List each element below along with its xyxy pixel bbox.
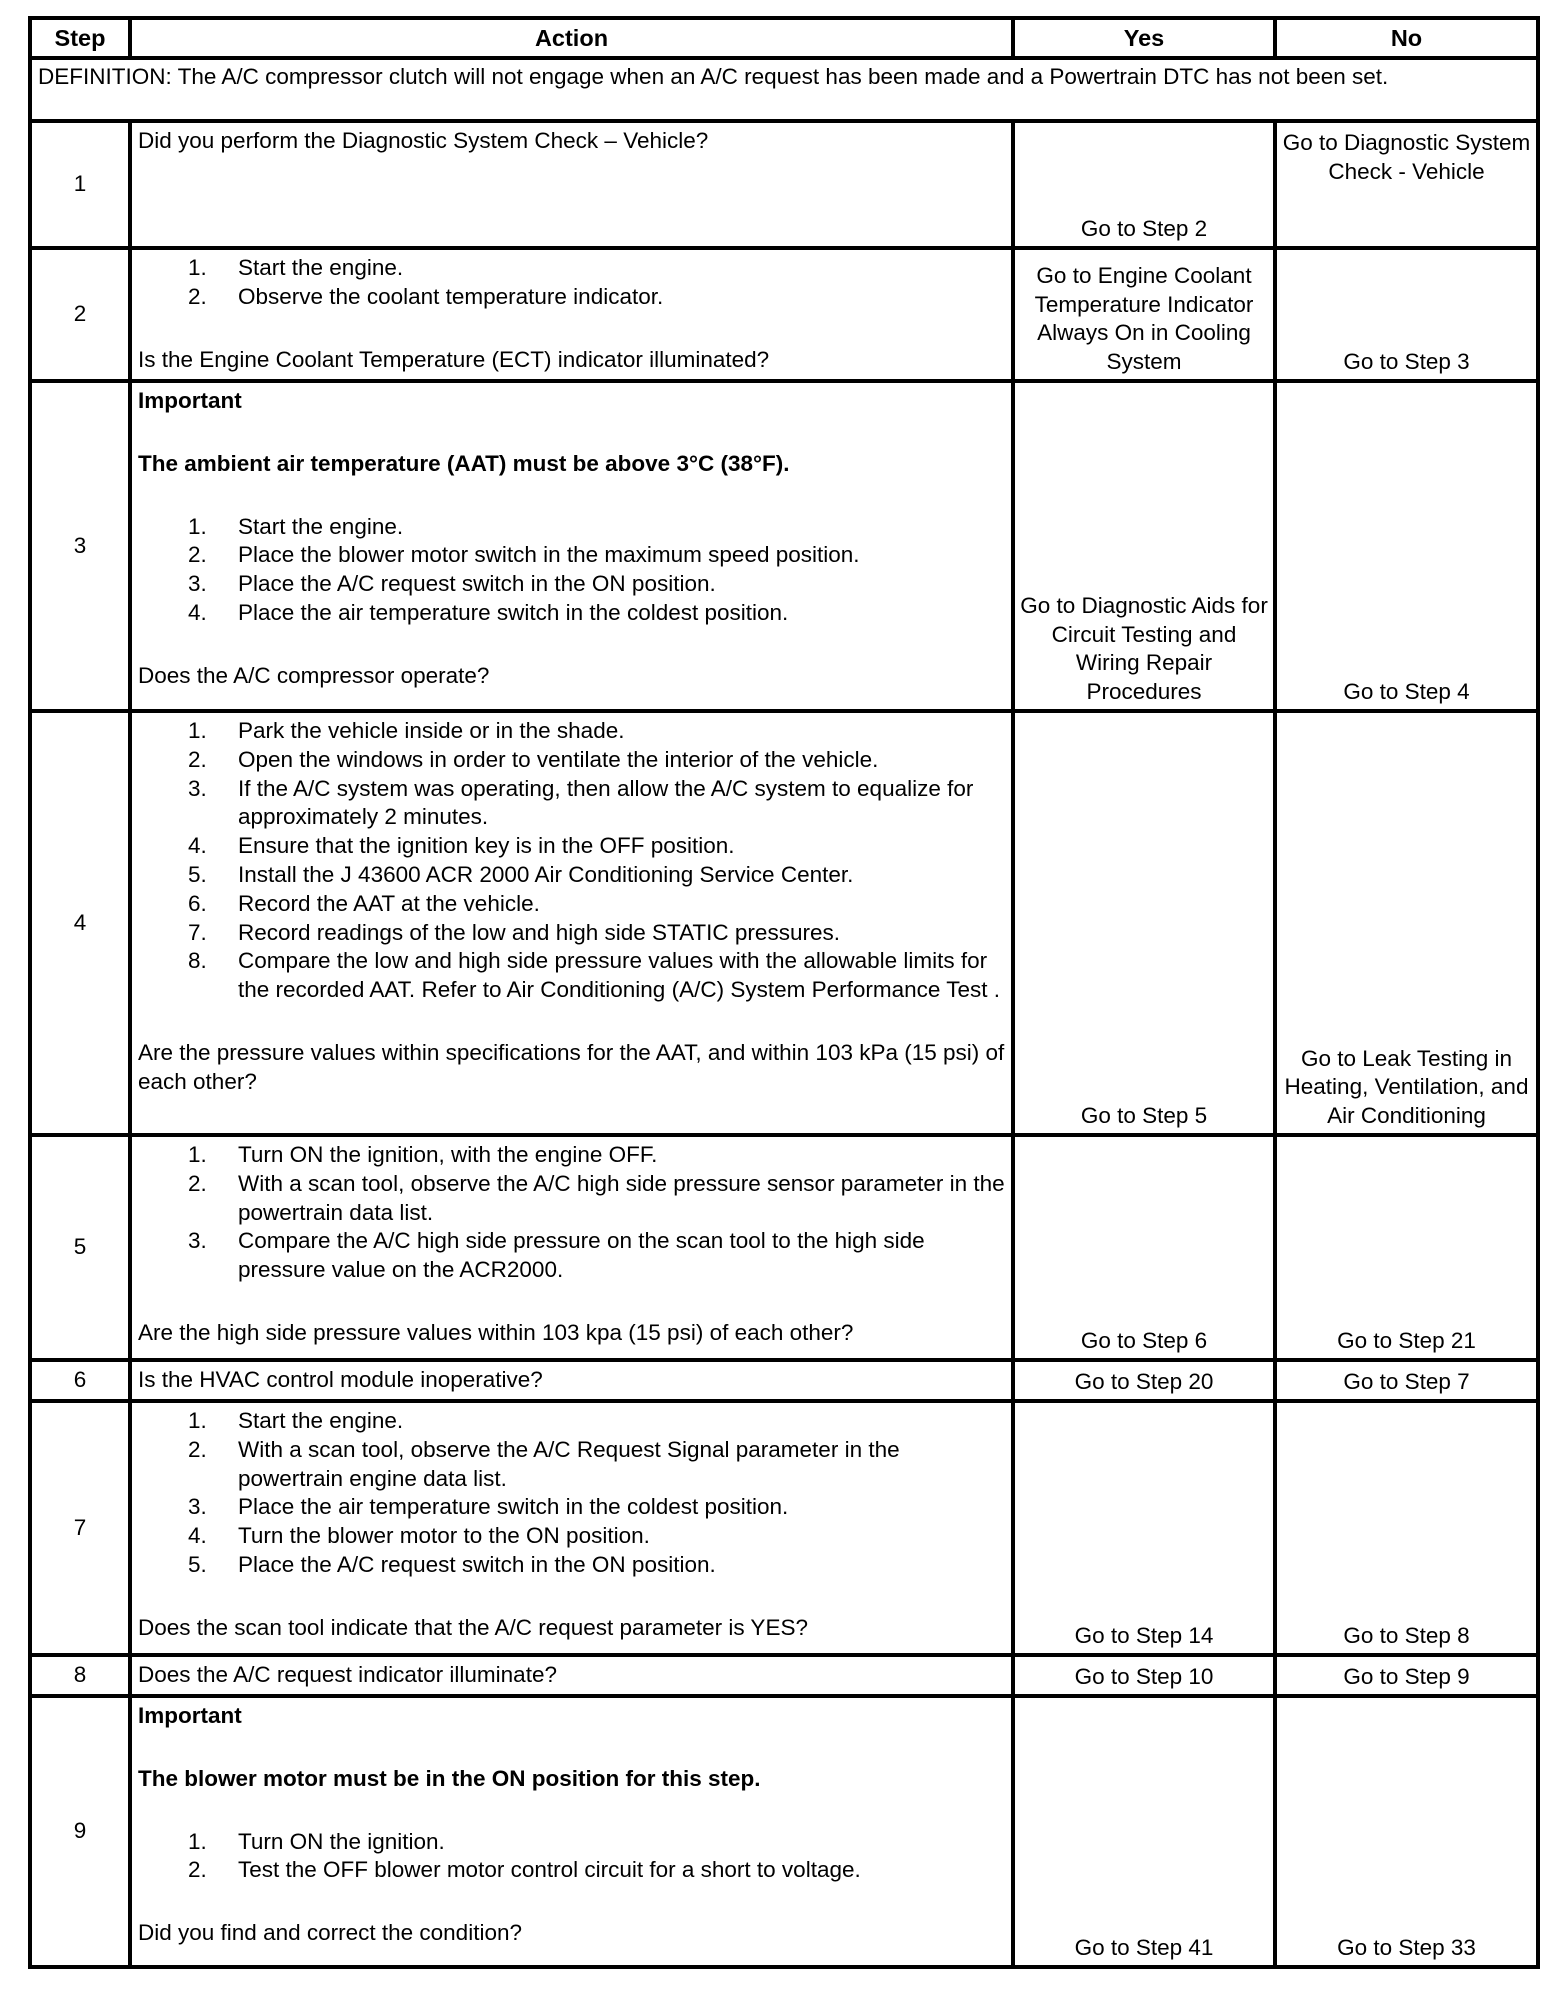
definition-text: DEFINITION: The A/C compressor clutch will not engage when an A/C request has been made and a Powertrain DTC has not been set. bbox=[30, 58, 1538, 121]
yes-cell: Go to Step 6 bbox=[1013, 1135, 1275, 1360]
no-cell: Go to Step 33 bbox=[1275, 1696, 1538, 1967]
step-number: 3 bbox=[30, 381, 130, 711]
action-cell bbox=[130, 248, 1013, 381]
action-list bbox=[138, 1828, 1005, 1886]
yes-cell: Go to Engine Coolant Temperature Indicator Always On in Cooling System bbox=[1013, 248, 1275, 381]
no-cell: Go to Step 3 bbox=[1275, 248, 1538, 381]
action-list bbox=[138, 254, 1005, 312]
no-cell: Go to Step 21 bbox=[1275, 1135, 1538, 1360]
action-cell bbox=[130, 1655, 1013, 1696]
list-item: 2. With a scan tool, observe the A/C high side pressure sensor parameter in the powertrain data list. bbox=[188, 1170, 1005, 1225]
diagnostic-table bbox=[28, 16, 1540, 1969]
list-item: 1. Start the engine. bbox=[188, 1408, 404, 1433]
step-number: 5 bbox=[30, 1135, 130, 1360]
yes-cell: Go to Step 5 bbox=[1013, 711, 1275, 1135]
table-row bbox=[30, 1360, 1538, 1401]
no-cell: Go to Step 8 bbox=[1275, 1401, 1538, 1655]
header-action: Action bbox=[130, 18, 1013, 58]
yes-cell: Go to Step 14 bbox=[1013, 1401, 1275, 1655]
action-list bbox=[138, 717, 1005, 1005]
list-item: 4. Place the air temperature switch in the coldest position. bbox=[188, 599, 789, 625]
list-item: 4. Ensure that the ignition key is in the OFF position. bbox=[188, 833, 735, 859]
question-text: Did you perform the Diagnostic System Check – Vehicle? bbox=[138, 128, 709, 153]
action-cell bbox=[130, 1360, 1013, 1401]
no-cell: Go to Step 9 bbox=[1275, 1655, 1538, 1696]
table-row bbox=[30, 248, 1538, 381]
header-no: No bbox=[1275, 18, 1538, 58]
definition-row bbox=[30, 58, 1538, 121]
step-number: 8 bbox=[30, 1655, 130, 1696]
list-item: 2. Observe the coolant temperature indicator. bbox=[188, 283, 664, 309]
action-cell bbox=[130, 711, 1013, 1135]
list-item: 6. Record the AAT at the vehicle. bbox=[188, 890, 540, 916]
yes-cell: Go to Step 20 bbox=[1013, 1360, 1275, 1401]
action-list bbox=[138, 513, 1005, 628]
no-cell: Go to Leak Testing in Heating, Ventilation, and Air Conditioning bbox=[1275, 711, 1538, 1135]
table-row bbox=[30, 381, 1538, 711]
list-item: 3. If the A/C system was operating, then allow the A/C system to equalize for approximately 2 minutes. bbox=[188, 775, 974, 830]
question-text: Did you find and correct the condition? bbox=[138, 1920, 522, 1946]
action-list bbox=[138, 1407, 1005, 1580]
list-item: 5. Place the A/C request switch in the ON position. bbox=[188, 1551, 716, 1577]
question-text: Is the Engine Coolant Temperature (ECT) indicator illuminated? bbox=[138, 346, 770, 372]
important-heading: Important bbox=[138, 1703, 242, 1728]
list-item: 3. Compare the A/C high side pressure on the scan tool to the high side pressure value on the ACR2000. bbox=[188, 1228, 925, 1283]
action-cell bbox=[130, 1696, 1013, 1967]
list-item: 2. Test the OFF blower motor control circuit for a short to voltage. bbox=[188, 1857, 861, 1883]
list-item: 1. Park the vehicle inside or in the shade. bbox=[188, 718, 625, 743]
list-item: 1. Start the engine. bbox=[188, 513, 404, 539]
step-number: 4 bbox=[30, 711, 130, 1135]
header-step: Step bbox=[30, 18, 130, 58]
list-item: 3. Place the A/C request switch in the ON position. bbox=[188, 571, 716, 597]
question-text: Is the HVAC control module inoperative? bbox=[138, 1367, 543, 1392]
question-text: Are the pressure values within specifications for the AAT, and within 103 kPa (15 psi) of each other? bbox=[138, 1039, 1005, 1094]
table-row bbox=[30, 711, 1538, 1135]
yes-cell: Go to Step 10 bbox=[1013, 1655, 1275, 1696]
table-row bbox=[30, 1696, 1538, 1967]
header-row bbox=[30, 18, 1538, 58]
table-row bbox=[30, 1655, 1538, 1696]
header-yes: Yes bbox=[1013, 18, 1275, 58]
list-item: 7. Record readings of the low and high side STATIC pressures. bbox=[188, 919, 840, 945]
list-item: 2. Place the blower motor switch in the maximum speed position. bbox=[188, 542, 860, 568]
no-cell: Go to Diagnostic System Check - Vehicle bbox=[1275, 121, 1538, 248]
table-row bbox=[30, 1401, 1538, 1655]
list-item: 4. Turn the blower motor to the ON position. bbox=[188, 1523, 650, 1549]
list-item: 3. Place the air temperature switch in the coldest position. bbox=[188, 1494, 789, 1520]
list-item: 2. Open the windows in order to ventilate the interior of the vehicle. bbox=[188, 746, 879, 772]
yes-cell: Go to Diagnostic Aids for Circuit Testing and Wiring Repair Procedures bbox=[1013, 381, 1275, 711]
action-cell bbox=[130, 121, 1013, 248]
important-note: The blower motor must be in the ON position for this step. bbox=[138, 1765, 761, 1791]
question-text: Are the high side pressure values within 103 kpa (15 psi) of each other? bbox=[138, 1319, 854, 1345]
list-item: 1. Start the engine. bbox=[188, 255, 404, 280]
important-note: The ambient air temperature (AAT) must be above 3°C (38°F). bbox=[138, 450, 790, 476]
action-cell bbox=[130, 1135, 1013, 1360]
important-heading: Important bbox=[138, 388, 242, 413]
question-text: Does the A/C compressor operate? bbox=[138, 662, 490, 688]
step-number: 7 bbox=[30, 1401, 130, 1655]
question-text: Does the A/C request indicator illuminate? bbox=[138, 1662, 557, 1687]
list-item: 1. Turn ON the ignition, with the engine OFF. bbox=[188, 1142, 658, 1167]
action-cell bbox=[130, 381, 1013, 711]
yes-cell: Go to Step 2 bbox=[1013, 121, 1275, 248]
action-list bbox=[138, 1141, 1005, 1285]
no-cell: Go to Step 7 bbox=[1275, 1360, 1538, 1401]
list-item: 2. With a scan tool, observe the A/C Request Signal parameter in the powertrain engine data list. bbox=[188, 1436, 900, 1491]
list-item: 8. Compare the low and high side pressure values with the allowable limits for the recorded AAT. Refer to Air Conditioning (A/C) System Performance Test . bbox=[188, 948, 1001, 1003]
step-number: 2 bbox=[30, 248, 130, 381]
step-number: 9 bbox=[30, 1696, 130, 1967]
no-cell: Go to Step 4 bbox=[1275, 381, 1538, 711]
table-row bbox=[30, 121, 1538, 248]
table-row bbox=[30, 1135, 1538, 1360]
list-item: 5. Install the J 43600 ACR 2000 Air Conditioning Service Center. bbox=[188, 861, 854, 887]
yes-cell: Go to Step 41 bbox=[1013, 1696, 1275, 1967]
step-number: 6 bbox=[30, 1360, 130, 1401]
question-text: Does the scan tool indicate that the A/C request parameter is YES? bbox=[138, 1614, 808, 1640]
action-cell bbox=[130, 1401, 1013, 1655]
step-number: 1 bbox=[30, 121, 130, 248]
list-item: 1. Turn ON the ignition. bbox=[188, 1828, 445, 1854]
